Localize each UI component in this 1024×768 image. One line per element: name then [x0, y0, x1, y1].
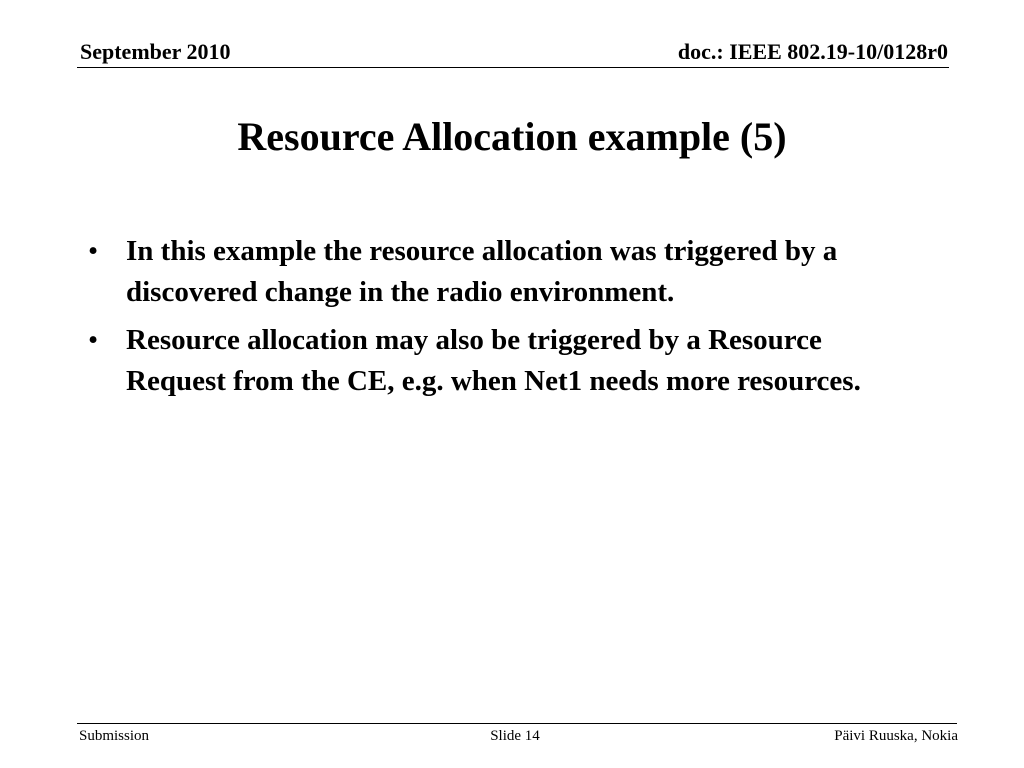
bullet-list: [88, 231, 918, 409]
footer-divider: [77, 723, 957, 724]
bullet-dot-icon: •: [88, 235, 99, 267]
footer-slide-number: Slide 14: [490, 728, 540, 744]
footer-submission: Submission: [79, 728, 150, 744]
bullet-dot-icon: •: [88, 324, 99, 356]
footer-author: Päivi Ruuska, Nokia: [834, 728, 958, 744]
header-date: September 2010: [80, 39, 231, 64]
header-divider: [77, 67, 949, 68]
header-doc-id: doc.: IEEE 802.19-10/0128r0: [677, 39, 948, 64]
bullet-item: [88, 231, 918, 313]
bullet-text: In this example the resource allocation was triggered by a discovered change in the radio environment.: [126, 235, 838, 308]
bullet-item: [88, 320, 918, 402]
bullet-text: Resource allocation may also be triggered by a Resource Request from the CE, e.g. when Net1 needs more resources.: [126, 324, 861, 397]
slide-title: Resource Allocation example (5): [237, 114, 787, 159]
